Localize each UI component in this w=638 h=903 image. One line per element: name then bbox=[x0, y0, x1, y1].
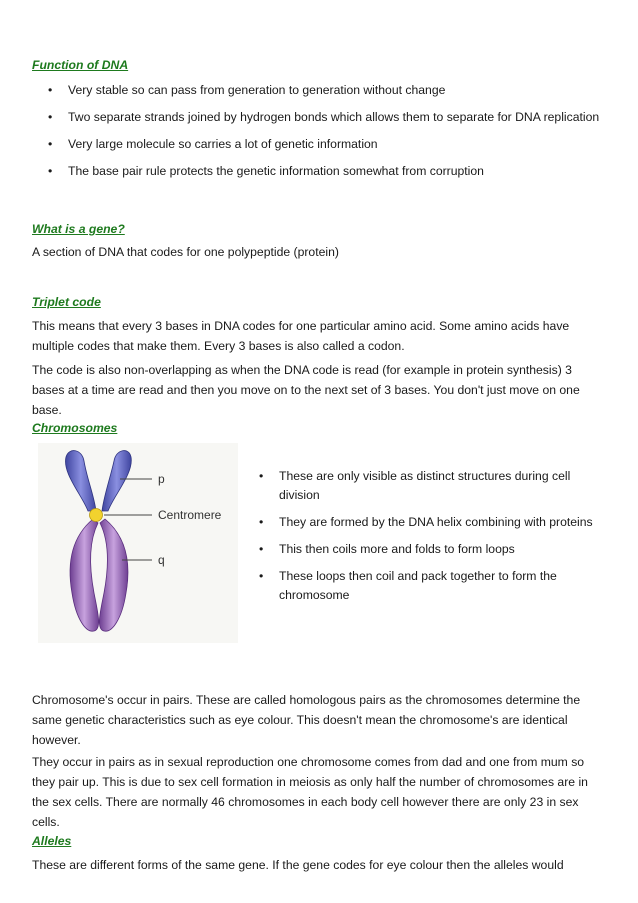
bullet-icon: • bbox=[48, 110, 53, 124]
p-arm-right bbox=[102, 451, 131, 511]
heading-triplet-code: Triplet code bbox=[32, 295, 101, 309]
bullet-icon: • bbox=[259, 515, 264, 529]
function-bullet-list bbox=[48, 81, 608, 189]
bullet-icon: • bbox=[259, 569, 264, 583]
bullet-icon: • bbox=[48, 137, 53, 151]
list-item: • Very large molecule so carries a lot of genetic information bbox=[48, 135, 608, 154]
list-item: • Very stable so can pass from generation to generation without change bbox=[48, 81, 608, 100]
list-item: • Two separate strands joined by hydrogen bonds which allows them to separate for DNA replication bbox=[48, 108, 608, 127]
bullet-icon: • bbox=[48, 164, 53, 178]
heading-function-of-dna: Function of DNA bbox=[32, 58, 129, 72]
bullet-icon: • bbox=[48, 83, 53, 97]
alleles-paragraph: These are different forms of the same gene. If the gene codes for eye colour then the alleles would bbox=[32, 858, 564, 872]
centromere-dot bbox=[90, 509, 103, 522]
triplet-paragraph-2: The code is also non-overlapping as when the DNA code is read (for example in protein synthesis) 3 bases at a time are read and then you move on to the next set of 3 bases. You don't just move on one base. bbox=[32, 363, 580, 417]
chromosome-bullet-list bbox=[259, 467, 605, 613]
list-item: • This then coils more and folds to form loops bbox=[259, 540, 605, 559]
p-label: p bbox=[158, 472, 165, 486]
heading-alleles: Alleles bbox=[32, 834, 72, 848]
q-arm-left bbox=[70, 519, 99, 631]
gene-paragraph: A section of DNA that codes for one polypeptide (protein) bbox=[32, 245, 339, 259]
triplet-paragraph-1: This means that every 3 bases in DNA codes for one particular amino acid. Some amino acids have multiple codes that make them. Every 3 bases is also called a codon. bbox=[32, 319, 570, 353]
q-arm-right bbox=[99, 519, 128, 631]
bullet-icon: • bbox=[259, 469, 264, 483]
heading-chromosomes: Chromosomes bbox=[32, 421, 118, 435]
sexual-reproduction-paragraph: They occur in pairs as in sexual reproduction one chromosome comes from dad and one from mum so they pair up. This is due to sex cell formation in meiosis as only half the number of chromosomes are in the sex cells. There are normally 46 chromosomes in each body cell however there are only 23 in sex cells. bbox=[32, 755, 588, 829]
list-item: • These loops then coil and pack together to form the chromosome bbox=[259, 569, 557, 602]
chromosome-pairs-paragraph: Chromosome's occur in pairs. These are called homologous pairs as the chromosomes determine the same genetic characteristics such as eye colour. This doesn't mean the chromosome's are identical however. bbox=[32, 693, 581, 747]
list-item: • They are formed by the DNA helix combining with proteins bbox=[259, 513, 605, 532]
list-item: • These are only visible as distinct structures during cell division bbox=[259, 469, 571, 502]
heading-what-is-a-gene: What is a gene? bbox=[32, 222, 125, 236]
chromosome-diagram bbox=[38, 443, 238, 643]
bullet-icon: • bbox=[259, 542, 264, 556]
list-item: • The base pair rule protects the genetic information somewhat from corruption bbox=[48, 162, 608, 181]
q-label: q bbox=[158, 553, 165, 567]
p-arm-left bbox=[65, 451, 96, 511]
centromere-label: Centromere bbox=[158, 508, 222, 522]
chromosome-figure bbox=[38, 443, 238, 643]
